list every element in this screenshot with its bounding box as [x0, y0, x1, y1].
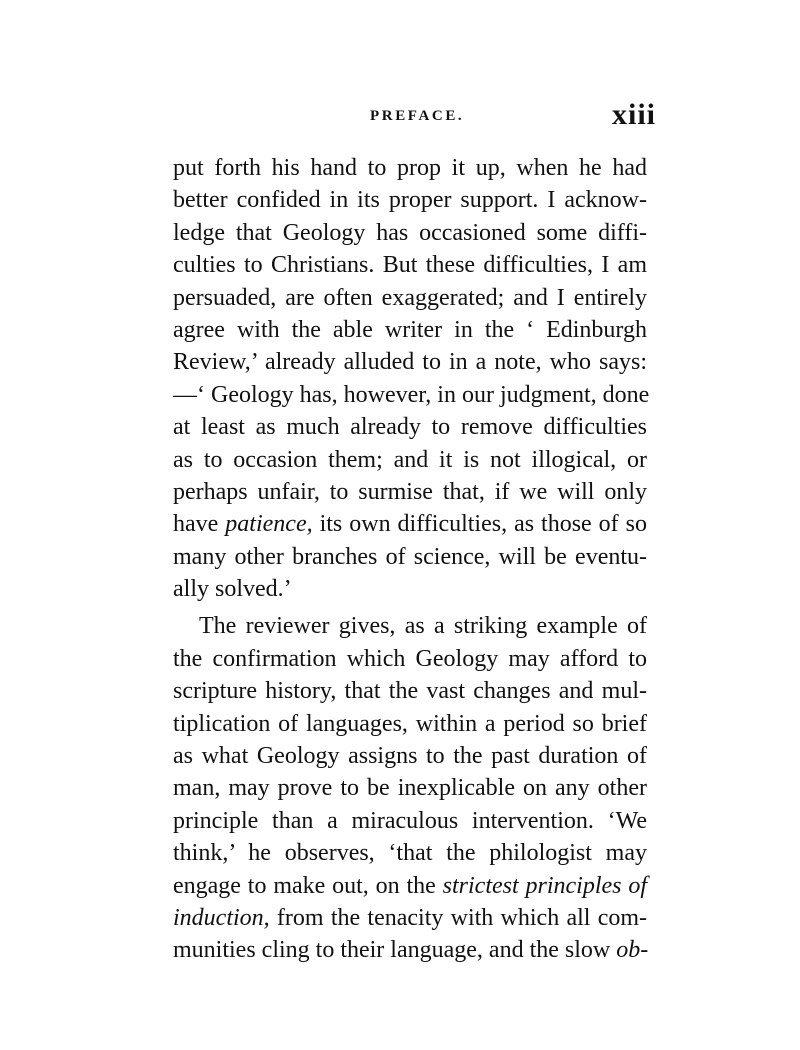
text-line: perhaps unfair, to surmise that, if we will only [173, 478, 647, 505]
running-head [174, 98, 660, 138]
text-line: agree with the able writer in the ‘ Edinburgh [173, 316, 647, 343]
text-line: many other branches of science, will be eventu- [173, 543, 647, 570]
text-line [173, 902, 647, 934]
text-line: Review,’ already alluded to in a note, who says: [173, 349, 647, 376]
paragraph-1 [173, 152, 650, 605]
running-title: PREFACE. [370, 108, 465, 124]
text-line: think,’ he observes, ‘that the philologist may [173, 840, 647, 867]
text-line: —‘ Geology has, however, in our judgment, done [173, 381, 650, 408]
text-run: from the tenacity with which all com- [276, 904, 648, 931]
text-line [173, 870, 647, 902]
text-line: ally solved.’ [173, 576, 292, 603]
text-line: as what Geology assigns to the past duration of [173, 743, 647, 770]
text-line: tiplication of languages, within a period so brief [173, 710, 647, 737]
text-line: at least as much already to remove difficulties [173, 414, 647, 441]
text-line: The reviewer gives, as a striking example of [199, 613, 647, 640]
italic-text: patience, [225, 511, 313, 538]
text-line: scripture history, that the vast changes and mul- [173, 678, 647, 705]
text-line: better confided in its proper support. I acknow- [173, 187, 647, 214]
body-text [173, 152, 650, 967]
text-line: put forth his hand to prop it up, when he had [173, 155, 647, 181]
text-line: principle than a miraculous intervention. ‘We [173, 807, 647, 834]
text-line: persuaded, are often exaggerated; and I entirely [173, 284, 647, 311]
text-line [173, 934, 647, 966]
text-line: culties to Christians. But these difficulties, I am [173, 252, 647, 279]
text-line [173, 508, 647, 540]
text-run: engage to make out, on the [173, 872, 436, 899]
italic-text: induction, [173, 904, 270, 931]
text-run: its own difficulties, as those of so [319, 511, 647, 538]
paragraph-2 [173, 610, 647, 966]
page-number: xiii [611, 98, 656, 131]
italic-text: strictest principles of [442, 872, 647, 899]
text-line: as to occasion them; and it is not illogical, or [173, 446, 647, 473]
italic-text: ob- [616, 937, 649, 964]
text-line: the confirmation which Geology may afford to [173, 645, 647, 672]
text-line: man, may prove to be inexplicable on any other [173, 775, 647, 802]
text-line: ledge that Geology has occasioned some diffi- [173, 219, 647, 246]
text-run: have [173, 511, 219, 538]
text-run: munities cling to their language, and the slow [173, 937, 611, 964]
